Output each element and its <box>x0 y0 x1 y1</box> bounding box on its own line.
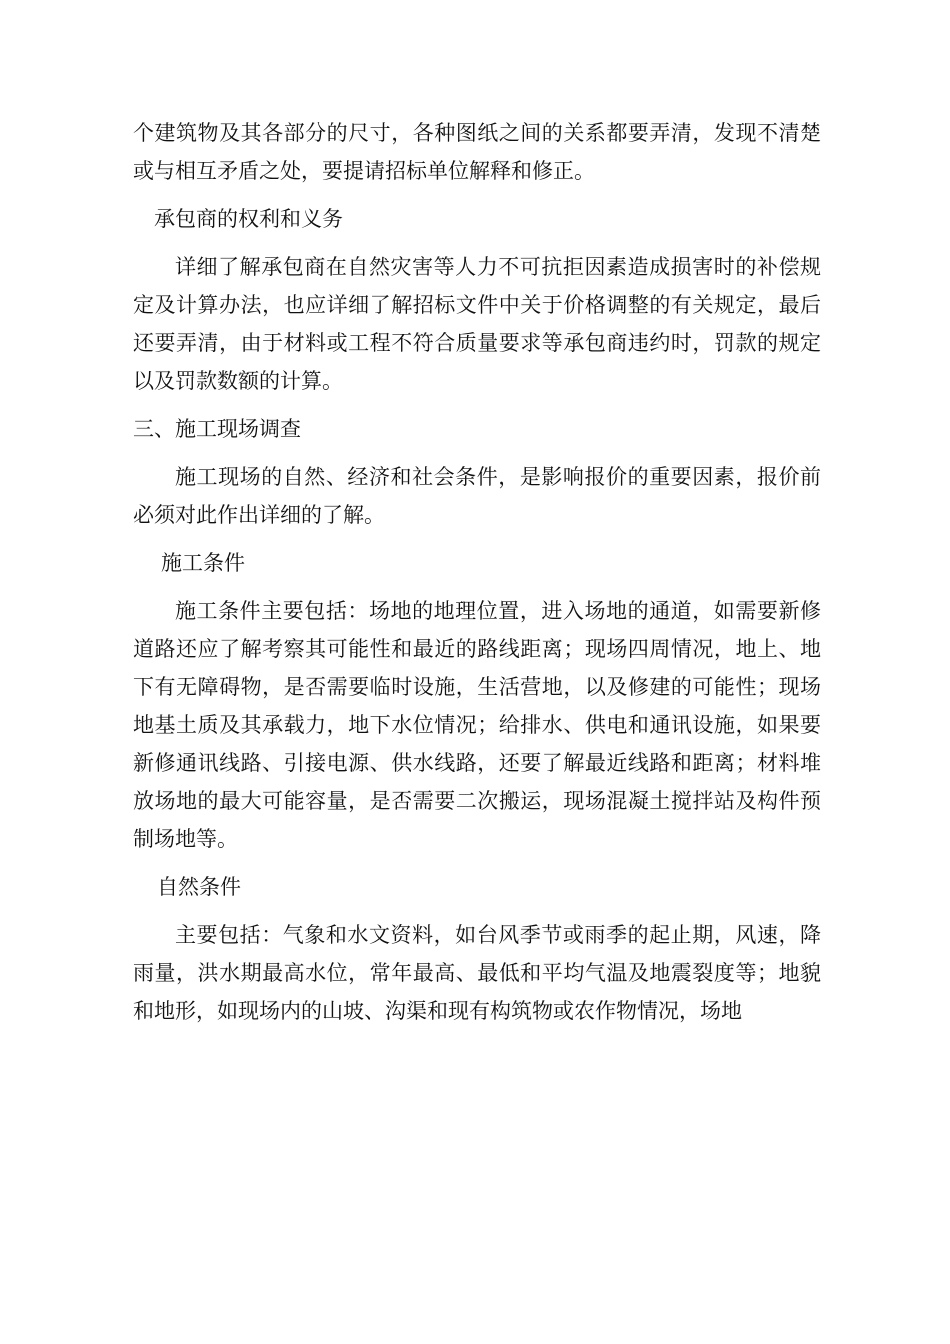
paragraph-site-conditions-intro: 施工现场的自然、经济和社会条件，是影响报价的重要因素，报价前必须对此作出详细的了解。 <box>133 465 821 527</box>
heading-natural-conditions: 自然条件 <box>157 875 241 899</box>
paragraph-compensation-rules: 详细了解承包商在自然灾害等人力不可抗拒因素造成损害时的补偿规定及计算办法，也应详细了解招标文件中关于价格调整的有关规定，最后还要弄清，由于材料或工程不符合质量要求等承包商违约时，罚款的规定以及罚款数额的计算。 <box>133 255 821 393</box>
paragraph-natural-conditions: 主要包括：气象和水文资料，如台风季节或雨季的起止期，风速，降雨量，洪水期最高水位，常年最高、最低和平均气温及地震裂度等；地貌和地形，如现场内的山坡、沟渠和现有构筑物或农作物情况，场地 <box>133 923 821 1023</box>
paragraph-construction-conditions: 施工条件主要包括：场地的地理位置，进入场地的通道，如需要新修道路还应了解考察其可能性和最近的路线距离；现场四周情况，地上、地下有无障碍物，是否需要临时设施，生活营地，以及修建的可能性；现场地基土质及其承载力，地下水位情况；给排水、供电和通讯设施，如果要新修通讯线路、引接电源、供水线路，还要了解最近线路和距离；材料堆放场地的最大可能容量，是否需要二次搬运，现场混凝土搅拌站及构件预制场地等。 <box>133 599 821 851</box>
paragraph-drawings-review: 个建筑物及其各部分的尺寸，各种图纸之间的关系都要弄清，发现不清楚或与相互矛盾之处，要提请招标单位解释和修正。 <box>133 121 821 183</box>
heading-contractor-rights: 承包商的权利和义务 <box>154 207 343 231</box>
document-body <box>133 114 821 1040</box>
heading-site-survey: 三、施工现场调查 <box>133 417 301 441</box>
heading-construction-conditions: 施工条件 <box>161 551 245 575</box>
